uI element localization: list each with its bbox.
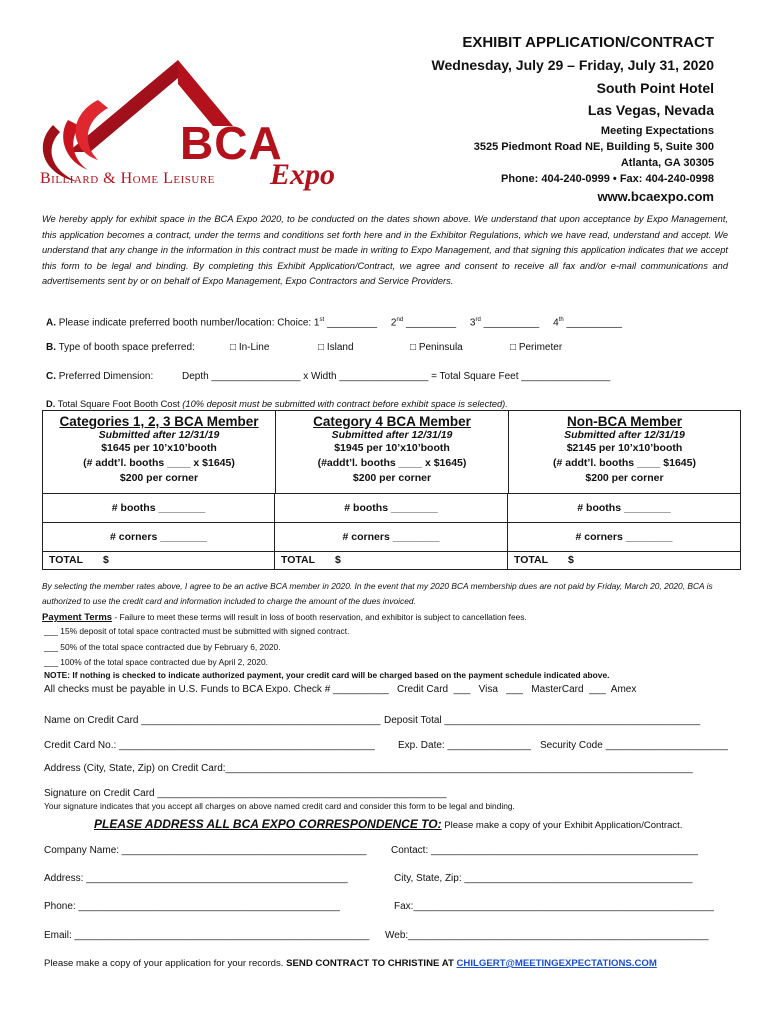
- payment-option-100[interactable]: ___ 100% of the total space contracted due by April 2, 2020.: [44, 657, 268, 667]
- pricing-col-nonmember: Non-BCA Member Submitted after 12/31/19 $2145 per 10’x10’booth (# addt’l. booths ____ $1645) $200 per corner: [508, 411, 741, 494]
- booth-type-inline-checkbox[interactable]: □ In-Line: [230, 342, 270, 353]
- event-venue: South Point Hotel: [596, 80, 714, 96]
- dimension-fields[interactable]: Depth ________________ x Width ________________ = Total Square Feet ________________: [182, 371, 611, 382]
- payment-method[interactable]: All checks must be payable in U.S. Funds to BCA Expo. Check # __________ Credit Card ___ Visa ___ MasterCard ___ Amex: [44, 684, 637, 695]
- section-c: C. Preferred Dimension:: [46, 371, 154, 382]
- payment-note: NOTE: If nothing is checked to indicate authorized payment, your credit card will be charged based on the payment schedule indicated above.: [44, 670, 610, 680]
- choice-4-field[interactable]: __________: [566, 317, 623, 329]
- organizer-name: Meeting Expectations: [600, 125, 714, 137]
- web-field[interactable]: Web:______________________________________________________: [385, 930, 709, 941]
- card-name-field[interactable]: Name on Credit Card ___________________________________________: [44, 715, 381, 726]
- email-link[interactable]: CHILGERT@MEETINGEXPECTATIONS.COM: [456, 958, 657, 969]
- booths-field[interactable]: # booths ________: [42, 494, 275, 523]
- booth-type-peninsula-checkbox[interactable]: □ Peninsula: [410, 342, 463, 353]
- event-city: Las Vegas, Nevada: [587, 102, 714, 118]
- choice-1-field[interactable]: _________: [326, 317, 378, 329]
- total-field[interactable]: TOTAL $: [508, 552, 741, 570]
- deposit-total-field[interactable]: Deposit Total ______________________________________________: [384, 715, 701, 726]
- section-b: B. Type of booth space preferred:: [46, 342, 195, 353]
- phone-field[interactable]: Phone: _______________________________________________: [44, 901, 340, 912]
- event-dates: Wednesday, July 29 – Friday, July 31, 2020: [431, 57, 714, 73]
- corners-row: [42, 523, 741, 552]
- fax-field[interactable]: Fax:______________________________________________________: [394, 901, 714, 912]
- card-address-field[interactable]: Address (City, State, Zip) on Credit Card:____________________________________________________________________________________: [44, 763, 693, 774]
- logo-brand: BCA: [180, 117, 283, 169]
- total-field[interactable]: TOTAL $: [275, 552, 508, 570]
- corners-field[interactable]: # corners ________: [42, 523, 275, 552]
- corners-field[interactable]: # corners ________: [275, 523, 508, 552]
- email-field[interactable]: Email: _____________________________________________________: [44, 930, 370, 941]
- section-a-label: A.: [46, 317, 56, 329]
- correspondence-heading: PLEASE ADDRESS ALL BCA EXPO CORRESPONDENCE TO: Please make a copy of your Exhibit Application/Contract.: [94, 817, 683, 831]
- booth-type-perimeter-checkbox[interactable]: □ Perimeter: [510, 342, 563, 353]
- contact-field[interactable]: Contact: ________________________________________________: [391, 845, 698, 856]
- payment-terms: Payment Terms - Failure to meet these terms will result in loss of booth reservation, and exhibitor is subject to cancellation fees.: [42, 612, 527, 623]
- corners-field[interactable]: # corners ________: [508, 523, 741, 552]
- organizer-phone: Phone: 404-240-0999 • Fax: 404-240-0998: [501, 173, 714, 185]
- organizer-address: 3525 Piedmont Road NE, Building 5, Suite 300: [473, 141, 714, 153]
- booths-row: [42, 494, 741, 523]
- company-name-field[interactable]: Company Name: ____________________________________________: [44, 845, 367, 856]
- city-state-zip-field[interactable]: City, State, Zip: _________________________________________: [394, 873, 693, 884]
- total-row: [42, 552, 741, 570]
- membership-note: By selecting the member rates above, I agree to be an active BCA member in 2020. In the event that my 2020 BCA membership dues are not paid by Friday, March 20, 2020, BCA is authorized to use the credit card and information included to charge the amount of the dues invoiced.: [42, 581, 713, 606]
- website-link[interactable]: www.bcaexpo.com: [597, 189, 714, 204]
- payment-option-15[interactable]: ___ 15% deposit of total space contracted must be submitted with signed contract.: [44, 626, 350, 636]
- booth-type-island-checkbox[interactable]: □ Island: [318, 342, 354, 353]
- choice-2-field[interactable]: _________: [405, 317, 457, 329]
- signature-note: Your signature indicates that you accept all charges on above named credit card and consider this form to be legal and binding.: [44, 801, 515, 811]
- intro-paragraph: We hereby apply for exhibit space in the BCA Expo 2020, to be conducted on the dates shown above. We understand that upon acceptance by Expo Management, this application becomes a contract, under the terms and conditions set forth here and in the Exhibitor Regulations, which we have read, understand and accept. We understand that any change in the information in this contract must be made in writing to Expo Management, and that signing this application indicates that we accept this form to be legal and binding. By completing this Exhibit Application/Contract, we agree and consent to receive all fax and/or e-mail communications and advertisements sent by or on behalf of Expo Management, Expo Contractors and Service Providers.: [42, 214, 728, 286]
- booths-field[interactable]: # booths ________: [508, 494, 741, 523]
- pricing-table: [42, 410, 741, 570]
- section-a-text: Please indicate preferred booth number/location: Choice: 1: [58, 317, 320, 329]
- section-d: D. Total Square Foot Booth Cost (10% deposit must be submitted with contract before exhibit space is selected).: [46, 399, 508, 409]
- choice-3-field[interactable]: __________: [483, 317, 540, 329]
- security-code-field[interactable]: Security Code ______________________: [540, 740, 728, 751]
- organizer-city: Atlanta, GA 30305: [620, 157, 714, 169]
- booths-field[interactable]: # booths ________: [275, 494, 508, 523]
- logo-expo: Expo: [270, 158, 336, 191]
- page-title: EXHIBIT APPLICATION/CONTRACT: [462, 34, 714, 51]
- logo-tagline: Billiard & Home Leisure: [40, 170, 215, 187]
- section-a: A. Please indicate preferred booth number/location: Choice: 1st _________ 2nd _________ 3rd __________ 4th __________: [46, 317, 623, 329]
- pricing-col-cat123: Categories 1, 2, 3 BCA Member Submitted after 12/31/19 $1645 per 10’x10’booth (# addt’l. booths ____ x $1645) $200 per corner: [42, 411, 275, 494]
- total-field[interactable]: TOTAL $: [42, 552, 275, 570]
- card-number-field[interactable]: Credit Card No.: ______________________________________________: [44, 740, 375, 751]
- footer-note: Please make a copy of your application for your records. SEND CONTRACT TO CHRISTINE AT CHILGERT@MEETINGEXPECTATIONS.COM: [44, 958, 657, 969]
- address-field[interactable]: Address: _______________________________________________: [44, 873, 348, 884]
- pricing-col-cat4: Category 4 BCA Member Submitted after 12/31/19 $1945 per 10’x10’booth (#addt’l. booths ____ x $1645) $200 per corner: [275, 411, 508, 494]
- card-signature-field[interactable]: Signature on Credit Card ____________________________________________________: [44, 788, 447, 799]
- exp-date-field[interactable]: Exp. Date: _______________: [398, 740, 531, 751]
- payment-option-50[interactable]: ___ 50% of the total space contracted due by February 6, 2020.: [44, 642, 281, 652]
